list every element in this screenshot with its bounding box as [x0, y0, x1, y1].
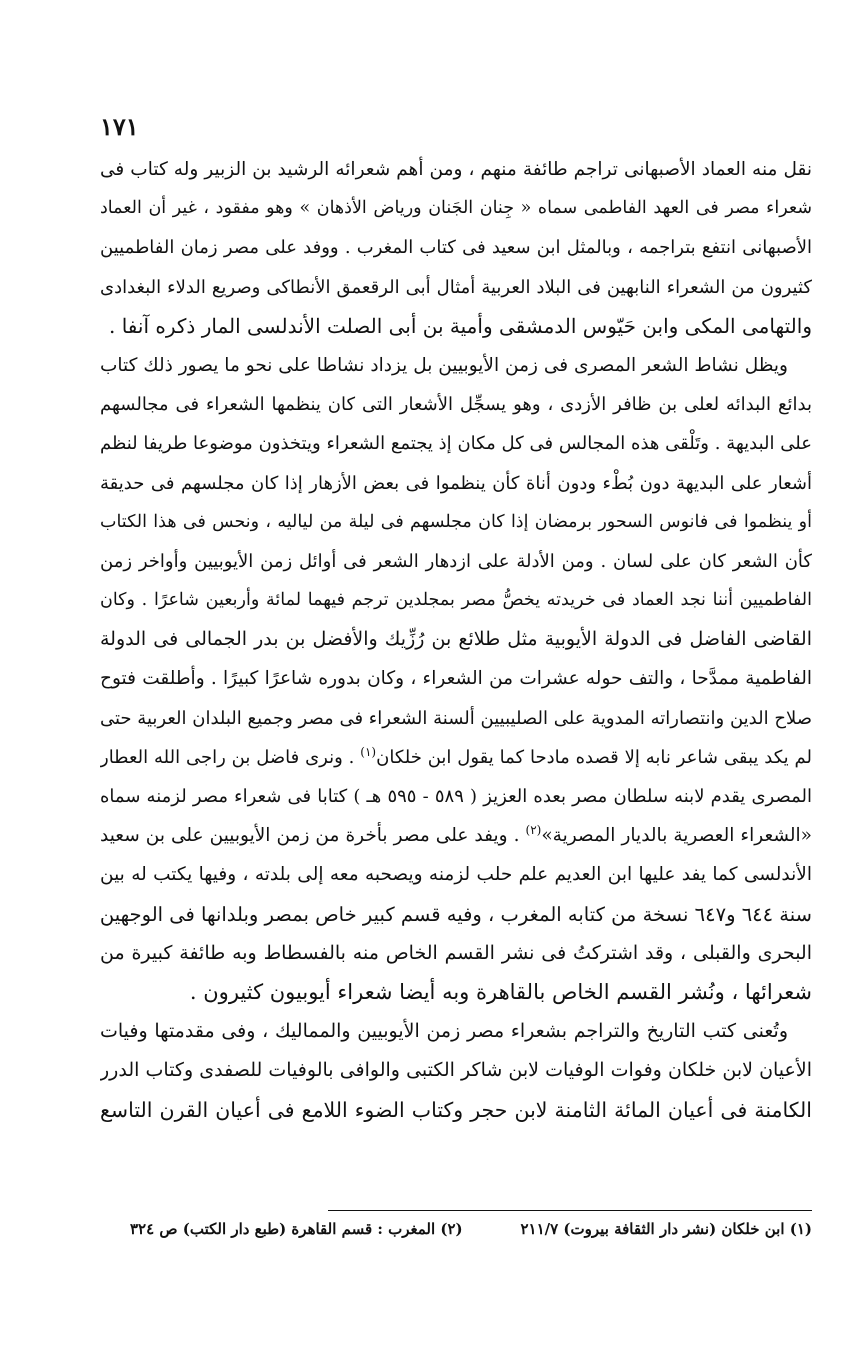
text-line: الفاطميين أننا نجد العماد فى خريدته يخصُّ مصر بمجلدين ترجم فيهما لمائة وأربعين شاعرًا . وكان [100, 590, 812, 611]
text-line-with-footnote [100, 816, 812, 855]
text-segment: لم يكد يبقى شاعر نابه إلا قصده مادحا كما يقول ابن خلكان [376, 746, 812, 768]
text-line: كأن الشعر كان على لسان . ومن الأدلة على ازدهار الشعر فى أوائل زمن الأيوبيين وأواخر زمن [100, 550, 812, 572]
text-line: أشعار على البديهة دون بُطْء ودون أناة كأن ينظموا فى بعض الأزهار إذا كان مجلسهم فى حديقة [100, 472, 812, 494]
paragraph-start-line: وتُعنى كتب التاريخ والتراجم بشعراء مصر زمن الأيوبيين والمماليك ، وفى مقدمتها وفيات [100, 1020, 788, 1043]
text-line: أو ينظموا فى فانوس السحور برمضان إذا كان مجلسهم فى ليلة من لياليه ، ونحس فى هذا الكتاب [100, 511, 812, 532]
text-line: الأعيان لابن خلكان وفوات الوفيات لابن شاكر الكتبى والوافى بالوفيات للصفدى وكتاب الدرر [100, 1059, 812, 1082]
footnote-divider [328, 1210, 812, 1211]
text-line: سنة ٦٤٤ و٦٤٧ نسخة من كتابه المغرب ، وفيه قسم كبير خاص بمصر وبلدانها فى الوجهين [100, 902, 812, 926]
text-line: الأندلسى كما يفد عليها ابن العديم علم حلب لزمنه ويصحبه معه إلى بلدته ، وفيها يكتب له بين [100, 864, 812, 886]
body-text [100, 150, 812, 1130]
text-line-with-footnote [100, 738, 812, 777]
text-line: بدائع البدائه لعلى بن ظافر الأزدى ، وهو يسجِّل الأشعار التى كان ينظمها الشعراء فى مجالسهم [100, 394, 812, 416]
text-line: الأصبهانى انتفع بتراجمه ، وبالمثل ابن سعيد فى كتاب المغرب . ووفد على مصر زمان الفاطميين [100, 237, 812, 259]
text-segment: «الشعراء العصرية بالديار المصرية» [541, 825, 812, 847]
text-segment: . ونرى فاضل بن راجى الله العطار [100, 746, 355, 768]
text-line: الكامنة فى أعيان المائة الثامنة لابن حجر وكتاب الضوء اللامع فى أعيان القرن التاسع [100, 1097, 812, 1122]
text-line: المصرى يقدم لابنه سلطان مصر بعده العزيز ( ٥٨٩ - ٥٩٥ هـ ) كتابا فى شعراء مصر لزمنه سماه [100, 786, 812, 807]
paragraph-start-line: ويظل نشاط الشعر المصرى فى زمن الأيوبيين بل يزداد نشاطا على نحو ما يصور ذلك كتاب [100, 354, 788, 376]
footnote-2: (٢) المغرب : قسم القاهرة (طبع دار الكتب) ص ٣٢٤ [130, 1220, 463, 1238]
text-line: والتهامى المكى وابن حَيّوس الدمشقى وأمية بن أبى الصلت الأندلسى المار ذكره آنفا . [108, 313, 812, 338]
footnote-1: (١) ابن خلكان (نشر دار الثقافة بيروت) ٢١١/٧ [520, 1220, 812, 1238]
text-line: نقل منه العماد الأصبهانى تراجم طائفة منهم ، ومن أهم شعرائه الرشيد بن الزبير وله كتاب فى [100, 159, 812, 180]
text-line: البحرى والقبلى ، وقد اشتركتُ فى نشر القسم الخاص منه بالفسطاط وبه طائفة كبيرة من [100, 941, 812, 964]
footnote-ref-1[interactable]: (١) [360, 744, 377, 759]
footnotes [100, 1216, 812, 1242]
text-line: صلاح الدين وانتصاراته المدوية على الصليبيين ألسنة الشعراء فى مصر وجميع البلدان العربية حتى [100, 707, 812, 729]
text-line: كثيرون من الشعراء النابهين فى البلاد العربية أمثال أبى الرقعمق الأنطاكى وصريع الدلاء البغدادى [100, 276, 812, 298]
page-number: ١٧١ [100, 112, 139, 141]
text-line: شعرائها ، ونُشر القسم الخاص بالقاهرة وبه أيضا شعراء أيوبيون كثيرون . [189, 979, 812, 1004]
text-line: الفاطمية ممدَّحا ، والتف حوله عشرات من الشعراء ، وكان بدوره شاعرًا كبيرًا . وأطلقت فتوح [100, 668, 812, 690]
text-line: شعراء مصر فى العهد الفاطمى سماه « جِنان الجَنان ورياض الأذهان » وهو مفقود ، غير أن العماد [100, 198, 812, 219]
text-line: على البديهة . وتَلْقى هذه المجالس فى كل مكان إذ يجتمع الشعراء ويتخذون موضوعا طريفا لنظم [100, 433, 812, 455]
text-line: القاضى الفاضل فى الدولة الأيوبية مثل طلائع بن رُزِّيك والأفضل بن بدر الجمالى فى الدولة [100, 628, 812, 651]
text-segment: . ويفد على مصر بأخرة من زمن الأيوبيين على بن سعيد [100, 825, 520, 847]
footnote-ref-2[interactable]: (٢) [525, 823, 542, 838]
